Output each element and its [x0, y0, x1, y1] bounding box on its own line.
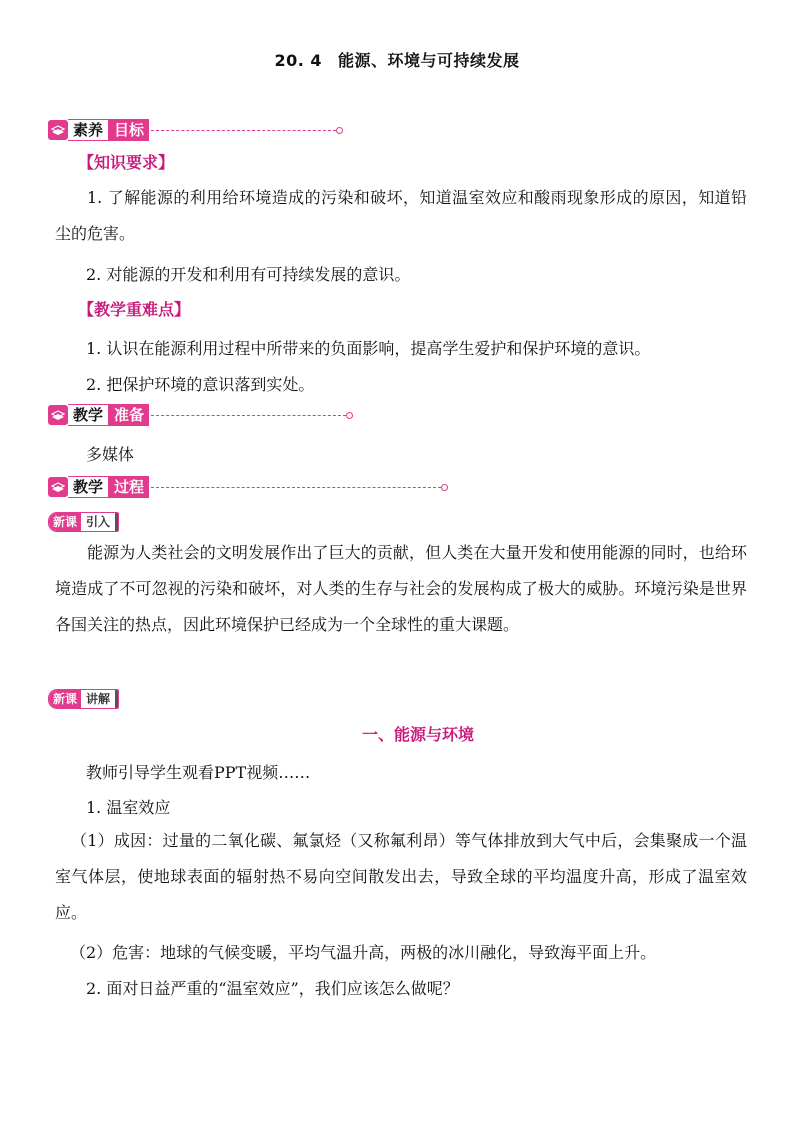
- section-header-prep: [48, 404, 353, 426]
- divider-end-dot: [441, 484, 448, 491]
- section-label-primary: 教学: [68, 476, 109, 498]
- intro-paragraph: 能源为人类社会的文明发展作出了巨大的贡献，但人类在大量开发和使用能源的同时，也给环境造成了不可忽视的污染和破坏，对人类的生存与社会的发展构成了极大的威胁。环境污染是世界各国关注的热点，因此环境保护已经成为一个全球性的重大课题。: [55, 543, 747, 634]
- section-divider: [151, 130, 336, 131]
- section-label-secondary: 目标: [109, 119, 149, 141]
- key-point-1: 1. 认识在能源利用过程中所带来的负面影响，提高学生爱护和保护环境的意识。: [86, 339, 651, 358]
- key-point-2: 2. 把保护环境的意识落到实处。: [86, 375, 315, 394]
- subsection-heading: 一、能源与环境: [361, 725, 474, 744]
- title-number: 20. 4: [274, 51, 323, 70]
- tag-explain-primary: 新课: [49, 690, 81, 708]
- key-points-heading: 【教学重难点】: [78, 300, 191, 319]
- title-text: 能源、环境与可持续发展: [338, 51, 520, 70]
- explain-line-2: 1. 温室效应: [86, 798, 171, 817]
- explain-paragraph-1: （1）成因：过量的二氧化碳、氟氯烃（又称氟利昂）等气体排放到大气中后，会集聚成一个温室气体层，使地球表面的辐射热不易向空间散发出去，导致全球的平均温度升高，形成了温室效应。: [55, 831, 747, 922]
- knowledge-heading: 【知识要求】: [78, 153, 175, 172]
- section-header-goals: [48, 119, 343, 141]
- section-label-primary: 素养: [68, 119, 109, 141]
- section-label-primary: 教学: [68, 404, 109, 426]
- tag-explain-secondary: 讲解: [81, 690, 118, 708]
- knowledge-item-2: 2. 对能源的开发和利用有可持续发展的意识。: [86, 265, 411, 284]
- book-stack-icon: [48, 120, 68, 140]
- book-stack-icon: [48, 405, 68, 425]
- explain-line-3: 2. 面对日益严重的“温室效应”，我们应该怎么做呢？: [86, 979, 459, 998]
- divider-end-dot: [336, 127, 343, 134]
- explain-line-1: 教师引导学生观看PPT视频……: [86, 763, 311, 782]
- tag-intro: [48, 512, 119, 532]
- prep-text: 多媒体: [86, 445, 135, 464]
- section-header-process: [48, 476, 448, 498]
- knowledge-item-1: 1. 了解能源的利用给环境造成的污染和破坏，知道温室效应和酸雨现象形成的原因，知道铅尘的危害。: [55, 188, 747, 243]
- page-title: [0, 48, 794, 71]
- section-divider: [151, 415, 346, 416]
- section-divider: [151, 487, 441, 488]
- tag-intro-primary: 新课: [49, 513, 81, 531]
- book-stack-icon: [48, 477, 68, 497]
- tag-intro-secondary: 引入: [81, 513, 118, 531]
- tag-explain: [48, 689, 119, 709]
- explain-paragraph-2: （2）危害：地球的气候变暖，平均气温升高，两极的冰川融化，导致海平面上升。: [70, 943, 657, 962]
- divider-end-dot: [346, 412, 353, 419]
- section-label-secondary: 准备: [109, 404, 149, 426]
- section-label-secondary: 过程: [109, 476, 149, 498]
